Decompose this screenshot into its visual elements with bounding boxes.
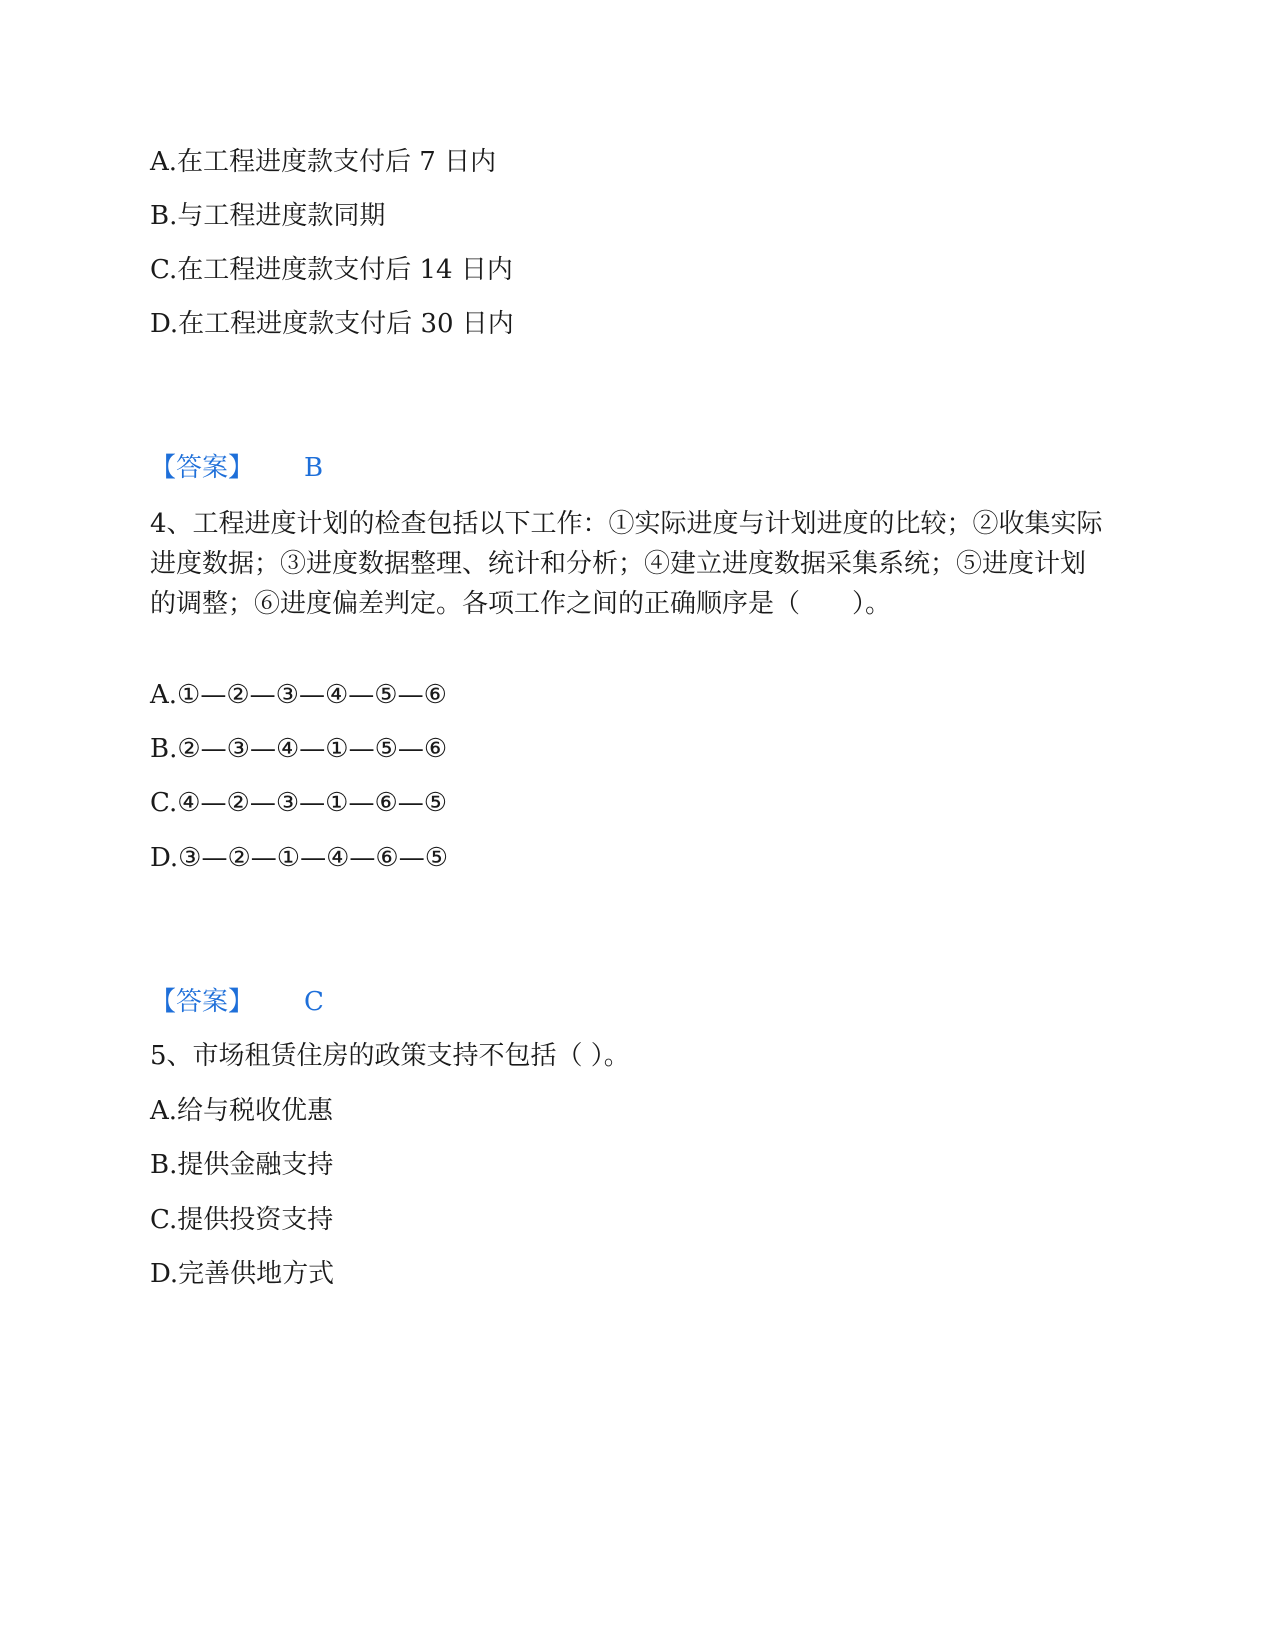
- q4-option-a: A.①—②—③—④—⑤—⑥: [150, 680, 447, 710]
- q4-answer: [150, 982, 324, 1022]
- q3-option-a: A.在工程进度款支付后 7 日内: [150, 147, 497, 177]
- q3-option-d: D.在工程进度款支付后 30 日内: [150, 309, 514, 339]
- q4-option-c: C.④—②—③—①—⑥—⑤: [150, 788, 448, 818]
- answer-value: B: [304, 453, 324, 483]
- q5-option-a: A.给与税收优惠: [150, 1096, 334, 1126]
- q5-option-b: B.提供金融支持: [150, 1150, 334, 1180]
- q5-stem: 5、市场租赁住房的政策支持不包括（ ）。: [150, 1041, 630, 1071]
- answer-value: C: [304, 987, 324, 1017]
- q3-option-b: B.与工程进度款同期: [150, 201, 386, 231]
- answer-label: 【答案】: [150, 453, 255, 483]
- q5-option-d: D.完善供地方式: [150, 1259, 335, 1289]
- q3-option-c: C.在工程进度款支付后 14 日内: [150, 255, 513, 285]
- q4-stem: 4、工程进度计划的检查包括以下工作：①实际进度与计划进度的比较；②收集实际进度数据；③进度数据整理、统计和分析；④建立进度数据采集系统；⑤进度计划的调整；⑥进度偏差判定。各项工作之间的正确顺序是（ ）。: [150, 509, 1103, 619]
- q3-answer: [150, 448, 323, 488]
- q4-option-d: D.③—②—①—④—⑥—⑤: [150, 843, 449, 873]
- answer-label: 【答案】: [150, 987, 255, 1017]
- q4-option-b: B.②—③—④—①—⑤—⑥: [150, 734, 448, 764]
- q5-option-c: C.提供投资支持: [150, 1205, 334, 1235]
